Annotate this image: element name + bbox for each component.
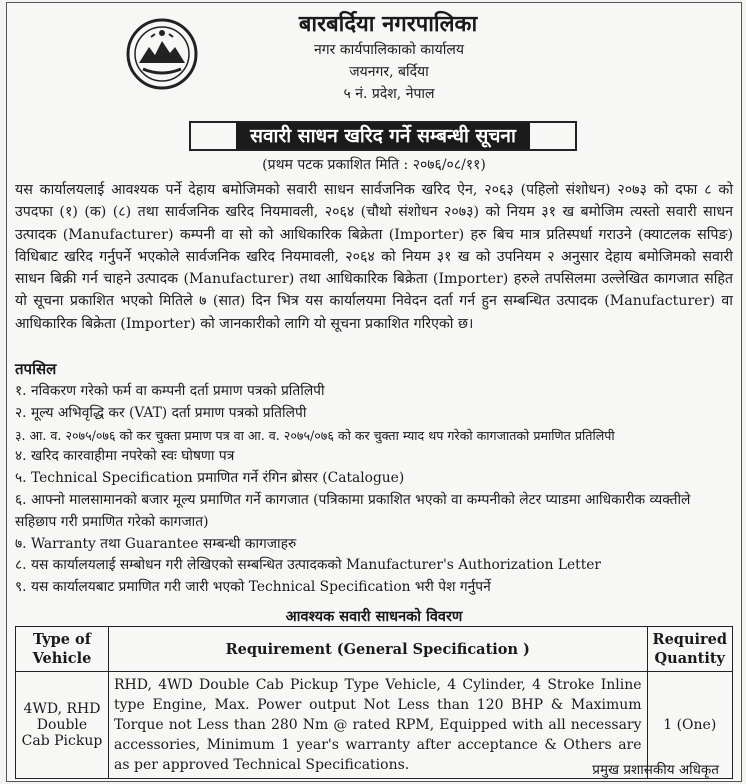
office-province: ५ नं. प्रदेश, नेपाल [343,86,435,102]
list-item: ९. यस कार्यालयबाट प्रमाणित गरी जारी भएको Technical Specification भरी पेश गर्नुपर्ने [15,579,491,596]
spec-table [15,626,733,779]
municipality-name: बारबर्दिया नगरपालिका [298,11,478,37]
cell-requirement: RHD, 4WD Double Cab Pickup Type Vehicle, 4 Cylinder, 4 Stroke Inline type Engine, Max. Power output Not Less than 120 BHP & Maximum Torque not Less than 280 Nm @ rated RPM, Equipped with all necessary accessories, Minimum 1 year's warranty after acceptance & Others are as per approved Technical Specifications. [109,672,648,779]
list-item: ७. Warranty तथा Guarantee सम्बन्धी कागजाहरु [15,535,297,552]
list-item: ३. आ. व. २०७५/०७६ को कर चुक्ता प्रमाण पत्र वा आ. व. २०७५/०७६ को कर चुक्ता म्याद थप गरेको कागजातको प्रमाणित प्रतिलिपी [15,427,615,443]
header-type: Type of Vehicle [16,627,109,672]
notice-frame [6,2,742,782]
list-item: ६. आफ्नो मालसामानको बजार मूल्य प्रमाणित गर्ने कागजात (पत्रिकामा प्रकाशित भएको वा कम्पनीको लेटर प्याडमा आधिकारीक व्यक्तीले सहिछाप गरी प्रमाणित गरेको कागजात) [15,491,691,530]
header-quantity: Required Quantity [647,627,732,672]
office-location: जयनगर, बर्दिया [349,64,429,80]
notice-heading: सवारी साधन खरिद गर्ने सम्बन्धी सूचना [236,123,530,149]
tapsil-label: तपसिल [15,360,57,378]
list-item: ८. यस कार्यालयलाई सम्बोधन गरी लेखिएको सम्बन्धित उत्पादकको Manufacturer's Authorization Letter [15,557,602,574]
document-list [15,381,733,599]
list-item: १. नविकरण गरेको फर्म वा कम्पनी दर्ता प्रमाण पत्रको प्रतिलिपी [15,383,325,399]
table-header-row [16,627,733,672]
published-date: (प्रथम पटक प्रकाशित मिति : २०७६/०८/११) [262,157,486,173]
cell-quantity: 1 (One) [647,672,732,779]
spec-table-title: आवश्यक सवारी साधनको विवरण [285,608,463,625]
signatory-title: प्रमुख प्रशासकीय अधिकृत [592,762,719,778]
notice-heading-banner [189,121,577,151]
list-item: २. मूल्य अभिवृद्धि कर (VAT) दर्ता प्रमाण पत्रको प्रतिलिपी [15,404,307,421]
header-requirement: Requirement (General Specification ) [109,627,648,672]
office-header [7,9,741,105]
notice-body: यस कार्यालयलाई आवश्यक पर्ने देहाय बमोजिमको सवारी साधन सार्वजनिक खरिद ऐन, २०६३ (पहिलो संशोधन) २०७३ को दफा ८ को उपदफा (१) (क) (८) तथा सार्वजनिक खरिद नियमावली, २०६४ (चौथो संशोधन २०७३) को नियम ३१ ख बमोजिम त्यस्तो सवारी साधन उत्पादक (Manufacturer) कम्पनी वा सो को आधिकारिक बिक्रेता (Importer) हरु बिच मात्र प्रतिस्पर्धा गराउने (क्याटलक सपिङ) विधिबाट खरिद गर्नुपर्ने भएकोले सार्वजनिक खरिद नियमावली, २०६४ को नियम ३१ ख को उपनियम २ अनुसार देहाय बमोजिमको सवारी साधन बिक्री गर्न चाहने उत्पादक (Manufacturer) तथा आधिकारिक बिक्रेता (Importer) हरुले तपसिलमा उल्लेखित कागजात सहित यो सूचना प्रकाशित भएको मितिले ७ (सात) दिन भित्र यस कार्यालयमा निवेदन दर्ता गर्न हुन सम्बन्धित उत्पादक (Manufacturer) वा आधिकारिक बिक्रेता (Importer) को जानकारीको लागि यो सूचना प्रकाशित गरिएको छ। [15,182,733,332]
list-item: ४. खरिद कारवाहीमा नपरेको स्वः घोषणा पत्र [15,448,235,465]
cell-type: 4WD, RHD Double Cab Pickup [16,672,109,779]
office-name: नगर कार्यपालिकाको कार्यालय [314,42,464,58]
list-item: ५. Technical Specification प्रमाणित गर्ने रंगिन ब्रोसर (Catalogue) [15,470,405,487]
